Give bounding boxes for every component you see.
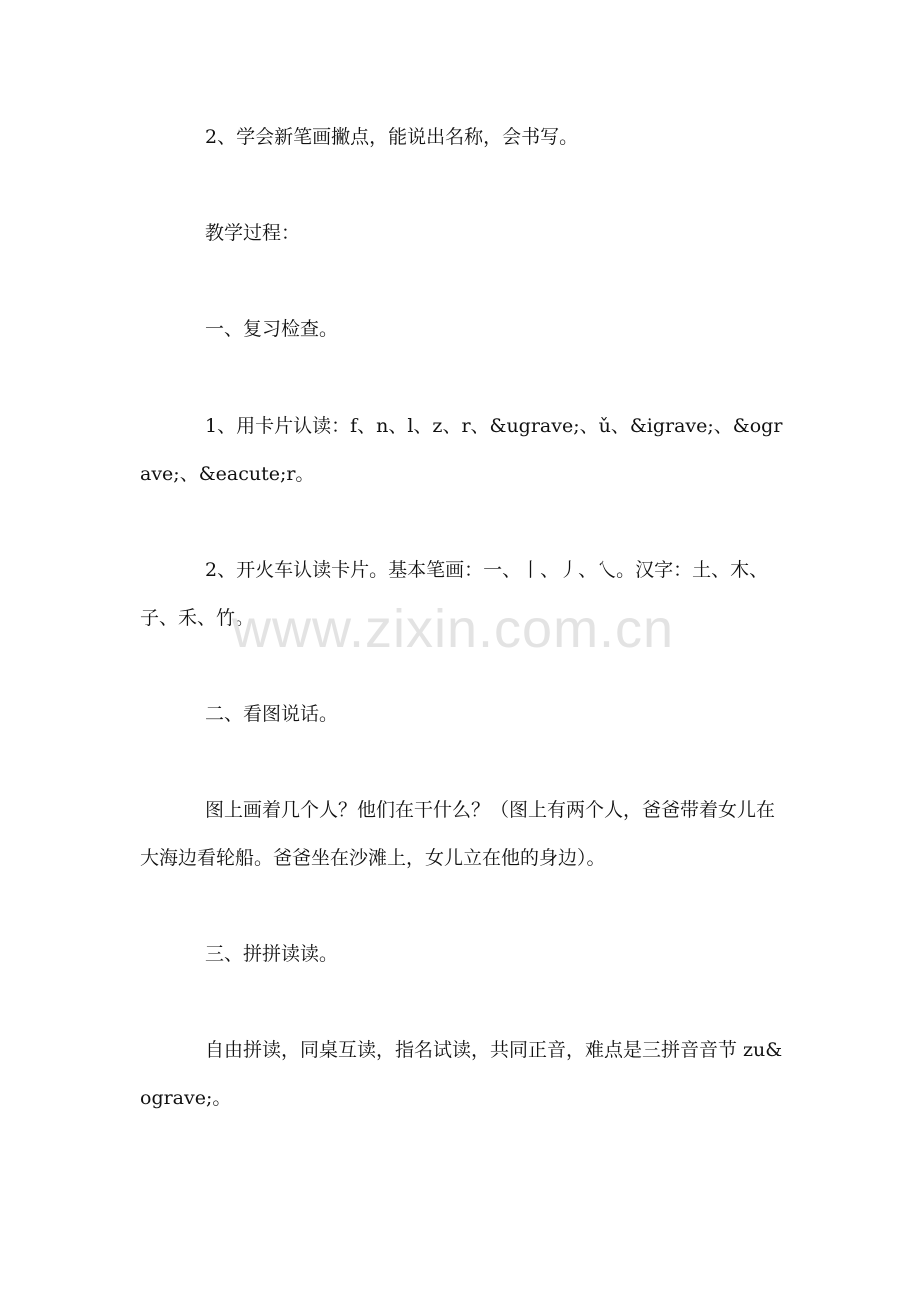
watermark: www.zixin.com.cn <box>232 599 675 659</box>
paragraph-objective-2: 2、学会新笔画撇点，能说出名称，会书写。 <box>205 126 579 148</box>
paragraph-free-reading: 自由拼读，同桌互读，指名试读，共同正音，难点是三拼音音节 zu&ograve;。 <box>140 1039 783 1109</box>
heading-section-2: 二、看图说话。 <box>205 703 339 725</box>
paragraph-card-reading: 1、用卡片认读：f、n、l、z、r、&ugrave;、ǔ、&igrave;、&ograve;、&eacute;r。 <box>140 415 783 485</box>
paragraph-picture-talk: 图上画着几个人？他们在干什么？（图上有两个人，爸爸带着女儿在大海边看轮船。爸爸坐在沙滩上，女儿立在他的身边）。 <box>140 799 776 869</box>
paragraph-teaching-process: 教学过程： <box>205 222 301 244</box>
paragraph-train-reading: 2、开火车认读卡片。基本笔画：一、丨、丿、乀。汉字：土、木、子、禾、竹。 <box>140 559 769 629</box>
heading-section-1: 一、复习检查。 <box>205 318 339 340</box>
heading-section-3: 三、拼拼读读。 <box>205 943 339 965</box>
